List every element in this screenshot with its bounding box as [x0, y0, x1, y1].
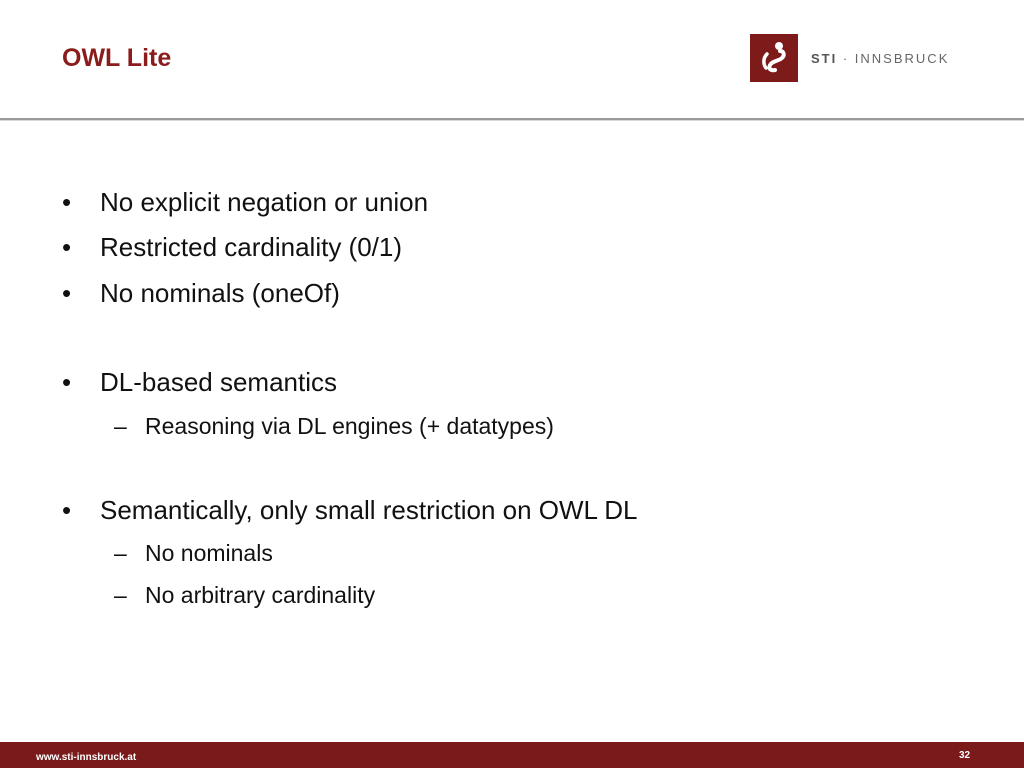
- sub-bullet-text: No arbitrary cardinality: [145, 582, 376, 608]
- sti-innsbruck-logo: [750, 34, 949, 82]
- bullet-text: Restricted cardinality (0/1): [100, 232, 402, 262]
- bullet-text: No explicit negation or union: [100, 187, 429, 217]
- logo-separator: ·: [837, 50, 855, 66]
- bullet-item: [62, 495, 638, 526]
- sub-bullet-text: Reasoning via DL engines (+ datatypes): [145, 413, 554, 439]
- logo-brand-rest: INNSBRUCK: [854, 50, 950, 66]
- sub-bullet-marker: –: [114, 413, 127, 439]
- sub-bullet-item: [114, 540, 273, 567]
- logo-wordmark: [811, 51, 949, 66]
- sub-bullet-text: No nominals: [145, 540, 273, 566]
- sub-bullet-item: [114, 413, 554, 440]
- bullet-marker: •: [62, 495, 72, 525]
- footer-url[interactable]: www.sti-innsbruck.at: [36, 752, 137, 763]
- bullet-item: [62, 232, 402, 263]
- page-number: 32: [959, 750, 971, 761]
- bullet-text: DL-based semantics: [100, 367, 337, 397]
- bullet-text: Semantically, only small restriction on OWL DL: [100, 495, 638, 525]
- bullet-item: [62, 367, 337, 398]
- sub-bullet-marker: –: [114, 582, 127, 608]
- sub-bullet-marker: –: [114, 540, 127, 566]
- footer-bar: [0, 742, 1024, 768]
- bullet-marker: •: [62, 278, 72, 308]
- bullet-marker: •: [62, 187, 72, 217]
- bullet-item: [62, 278, 340, 309]
- bullet-item: [62, 187, 428, 218]
- bullet-text: No nominals (oneOf): [100, 278, 340, 308]
- header-divider-shadow: [0, 120, 1024, 121]
- bullet-marker: •: [62, 367, 72, 397]
- bullet-marker: •: [62, 232, 72, 262]
- slide-title: OWL Lite: [62, 44, 172, 72]
- logo-brand-bold: STI: [811, 50, 838, 66]
- sub-bullet-item: [114, 582, 375, 609]
- sti-logo-icon: [750, 34, 798, 82]
